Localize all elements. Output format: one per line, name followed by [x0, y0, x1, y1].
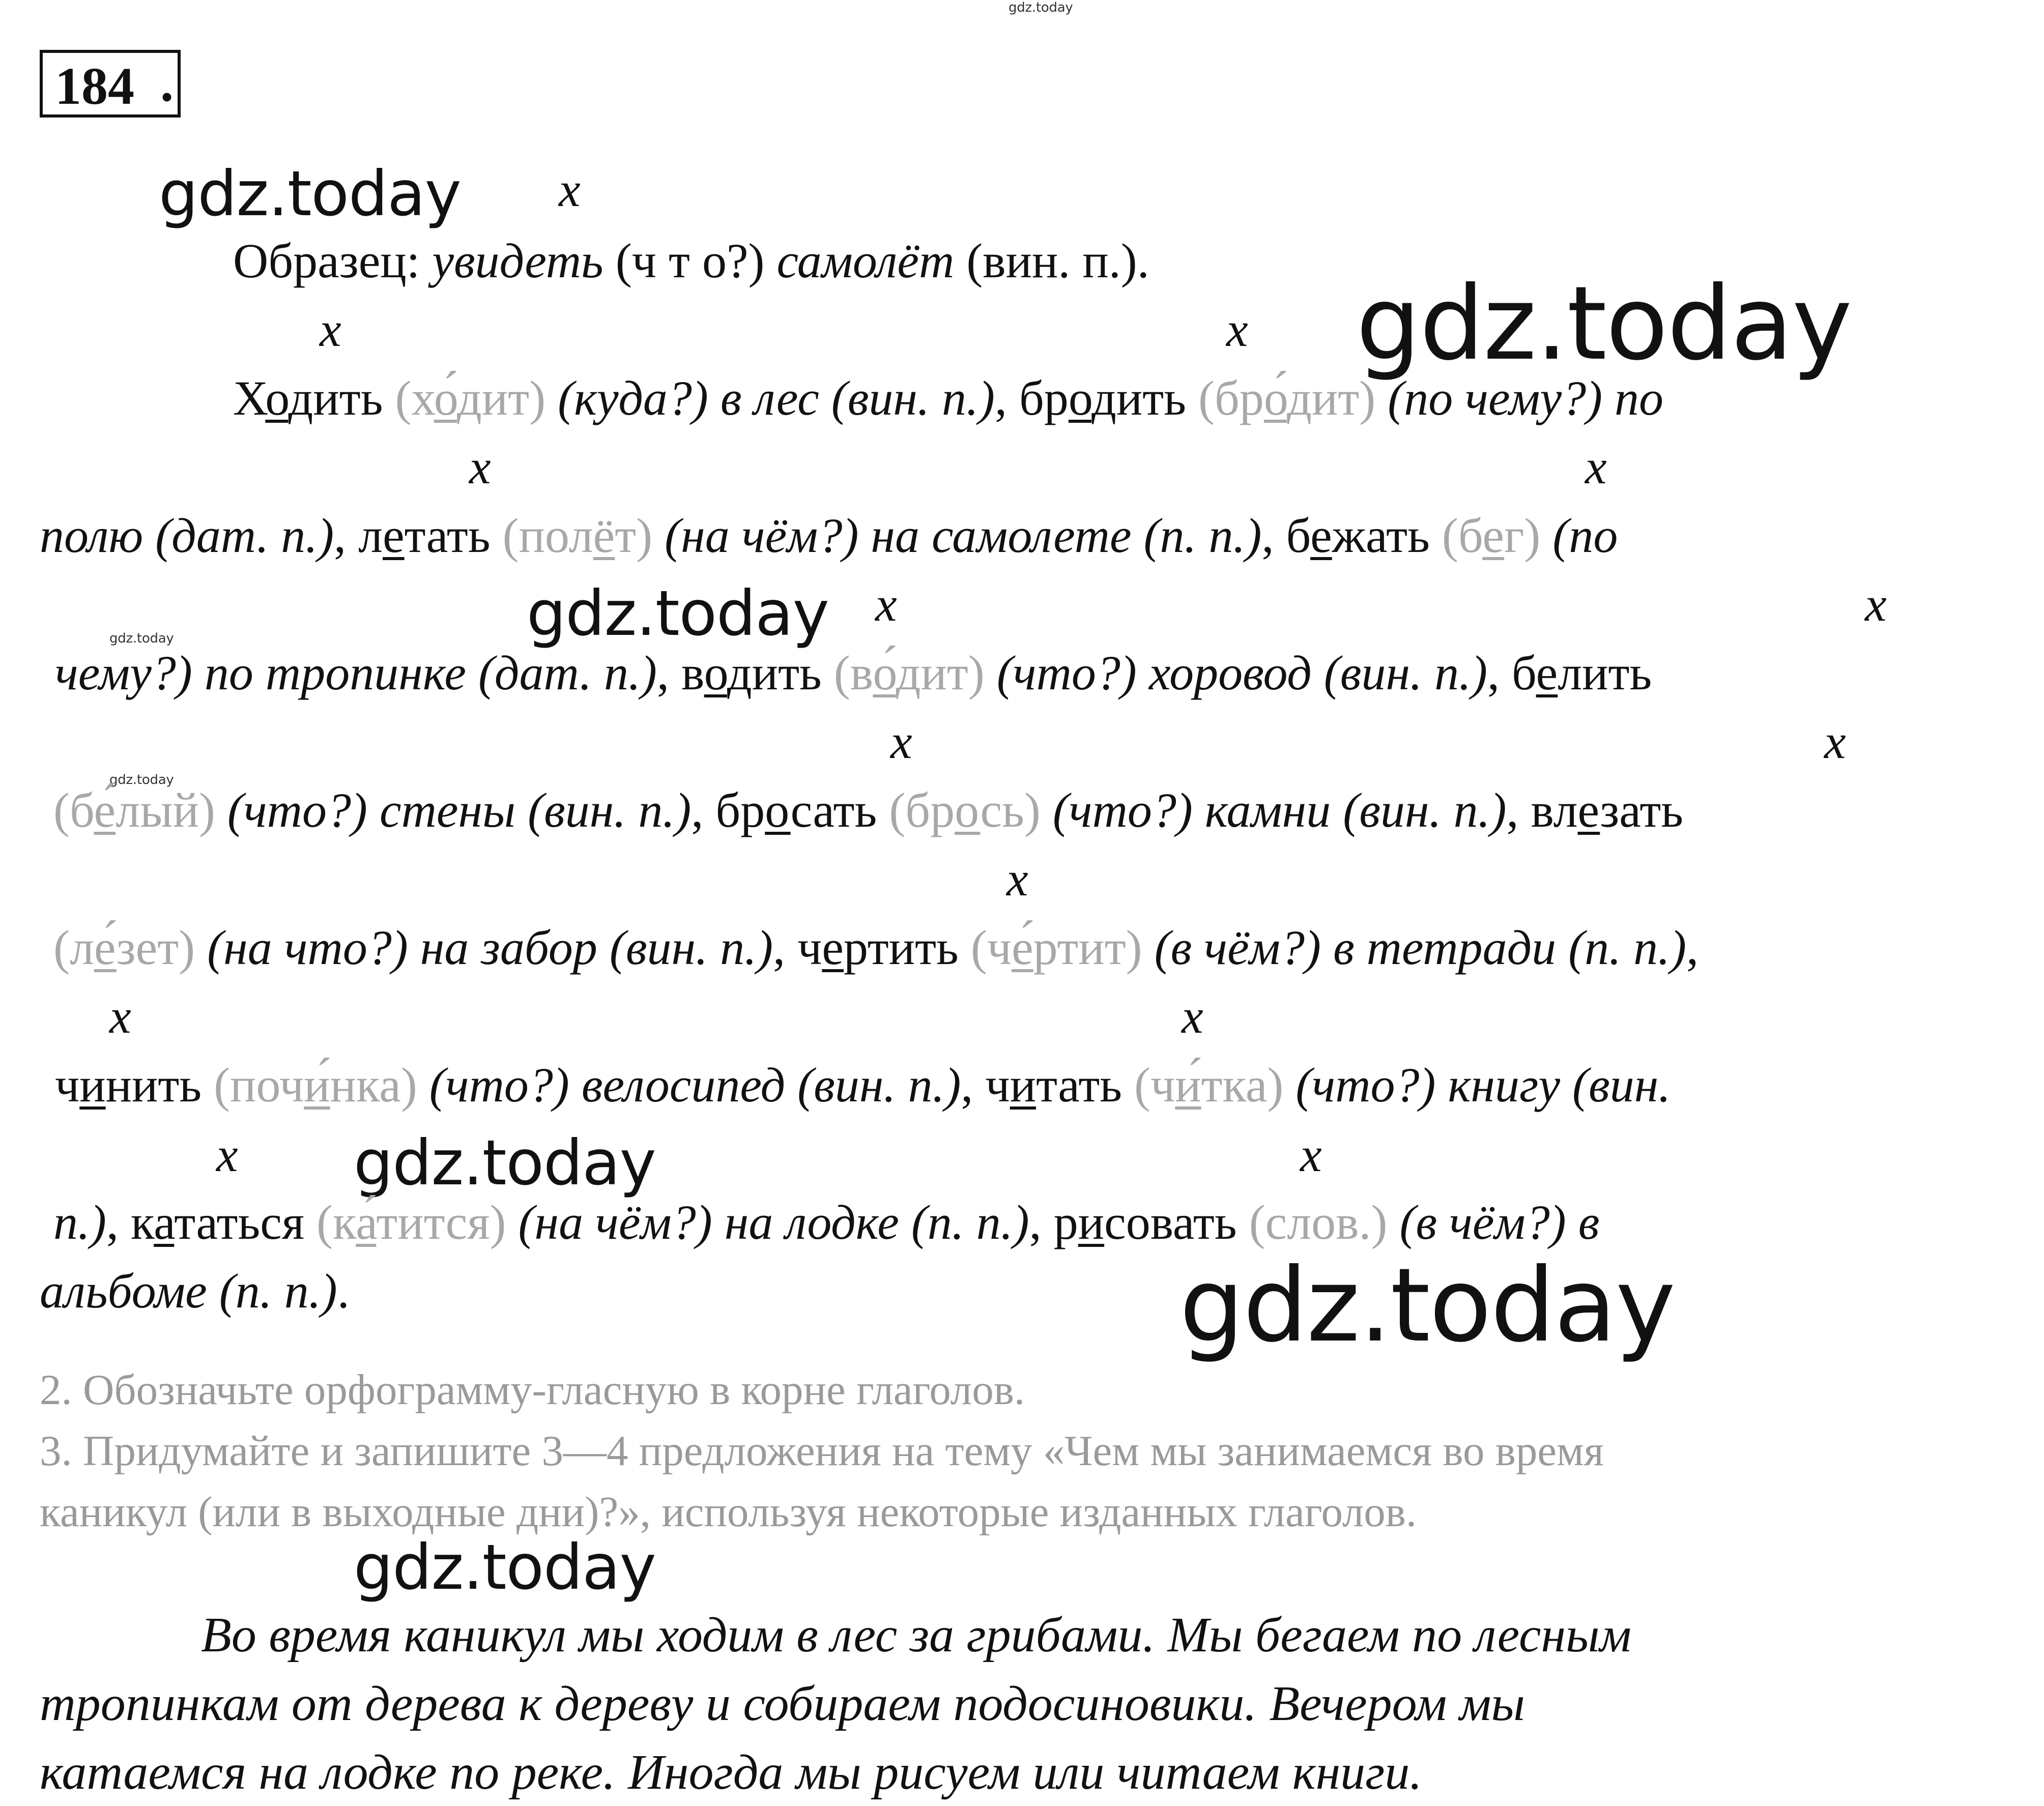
punctuation: ,	[656, 646, 669, 700]
object-mark: x	[559, 162, 581, 217]
verb: чертить	[797, 920, 959, 975]
answer-line	[40, 508, 1618, 563]
verb: бросать	[715, 783, 877, 837]
watermark-top: gdz.today	[1009, 0, 1073, 15]
exercise-number-dot: .	[160, 54, 174, 112]
phrase: (куда?) в лес (вин. п.)	[558, 371, 995, 425]
answer-line	[233, 371, 1664, 425]
verb: бродить	[1019, 371, 1187, 425]
task-line: 3. Придумайте и запишите 3—4 предложения на тему «Чем мы занимаемся во время	[40, 1427, 1604, 1475]
punctuation: .	[337, 1264, 350, 1318]
watermark-small: gdz.today	[109, 631, 174, 646]
sample-line	[233, 234, 1149, 288]
watermark: gdz.today	[159, 158, 461, 230]
verb: бежать	[1286, 508, 1430, 563]
task-line: 2. Обозначьте орфограмму-гласную в корне глаголов.	[40, 1366, 1025, 1414]
punctuation: ,	[995, 371, 1007, 425]
verb: кататься	[130, 1195, 305, 1249]
punctuation: ,	[1261, 508, 1274, 563]
phrase: (что?) камни (вин. п.)	[1052, 783, 1507, 837]
sample-verb: увидеть	[432, 234, 603, 288]
essay-line: тропинкам от дерева к дереву и собираем подосиновики. Вечером мы	[40, 1676, 1525, 1731]
phrase: (по	[1552, 508, 1618, 563]
phrase: (на что?) на забор (вин. п.)	[207, 920, 773, 975]
task-line: каникул (или в выходные дни)?», используя некоторые изданных глаголов.	[40, 1488, 1417, 1536]
essay-line: Во время каникул мы ходим в лес за грибами. Мы бегаем по лесным	[201, 1608, 1632, 1663]
punctuation: ,	[691, 783, 704, 837]
sample-question: (ч т о?)	[615, 234, 765, 288]
verb: летать	[358, 508, 491, 563]
answer-line	[53, 920, 1699, 975]
object-mark: x	[1865, 577, 1887, 631]
check-word: (слов.)	[1249, 1195, 1388, 1249]
punctuation: ,	[961, 1058, 973, 1112]
phrase: чему?) по тропинке (дат. п.)	[55, 646, 657, 700]
check-word: (ка́тится)	[316, 1195, 506, 1249]
verb: влезать	[1531, 783, 1684, 837]
sample-case: (вин. п.).	[966, 234, 1149, 288]
object-mark: x	[1824, 714, 1846, 769]
verb: водить	[681, 646, 822, 700]
check-word: (бег)	[1442, 508, 1541, 563]
object-mark: x	[1226, 302, 1248, 357]
phrase: (на чём?) на лодке (п. п.)	[518, 1195, 1029, 1249]
phrase: (в чём?) в тетради (п. п.)	[1154, 920, 1687, 975]
essay-line: катаемся на лодке по реке. Иногда мы рисуем или читаем книги.	[40, 1745, 1422, 1800]
check-word: (ле́зет)	[53, 920, 195, 975]
punctuation: ,	[106, 1195, 119, 1249]
object-mark: x	[469, 440, 491, 494]
object-mark: x	[1006, 852, 1028, 906]
watermark-small: gdz.today	[109, 772, 174, 788]
object-mark: x	[1585, 440, 1607, 494]
check-word: (бро́дит)	[1198, 371, 1376, 425]
sample-noun: самолёт	[776, 234, 955, 288]
phrase: (что?) книгу (вин.	[1296, 1058, 1671, 1112]
punctuation: ,	[1487, 646, 1500, 700]
check-word: (во́дит)	[833, 646, 985, 700]
punctuation: ,	[1506, 783, 1519, 837]
check-word: (хо́дит)	[395, 371, 546, 425]
verb: белить	[1512, 646, 1652, 700]
check-word: (брось)	[889, 783, 1041, 837]
object-mark: x	[875, 577, 897, 631]
answer-line	[55, 1058, 1671, 1112]
object-mark: x	[1300, 1127, 1322, 1182]
check-word: (чи́тка)	[1134, 1058, 1284, 1112]
phrase: (в чём?) в	[1399, 1195, 1600, 1249]
check-word: (полёт)	[502, 508, 653, 563]
verb: читать	[985, 1058, 1122, 1112]
watermark: gdz.today	[354, 1531, 656, 1604]
object-mark: x	[1182, 989, 1203, 1043]
answer-line	[40, 1264, 350, 1318]
answer-line	[55, 646, 1652, 700]
verb: чинить	[55, 1058, 202, 1112]
phrase: полю (дат. п.)	[40, 508, 334, 563]
phrase: (что?) велосипед (вин. п.)	[429, 1058, 961, 1112]
check-word: (почи́нка)	[214, 1058, 417, 1112]
phrase: (по чему?) по	[1388, 371, 1664, 425]
verb: Ходить	[233, 371, 383, 425]
exercise-number-box	[40, 50, 181, 118]
check-word: (бе́лый)	[53, 783, 215, 837]
phrase: п.)	[53, 1195, 106, 1249]
object-mark: x	[890, 714, 912, 769]
watermark-large: gdz.today	[1179, 1246, 1675, 1365]
phrase: (на чём?) на самолете (п. п.)	[665, 508, 1262, 563]
answer-line	[53, 783, 1684, 837]
punctuation: ,	[773, 920, 786, 975]
exercise-number: 184	[55, 57, 134, 115]
phrase: (что?) хоровод (вин. п.)	[996, 646, 1488, 700]
phrase: (что?) стены (вин. п.)	[227, 783, 692, 837]
watermark-large: gdz.today	[1356, 265, 1852, 383]
punctuation: ,	[334, 508, 347, 563]
object-mark: x	[320, 302, 341, 357]
object-mark: x	[216, 1127, 238, 1182]
sample-label: Образец:	[233, 234, 420, 288]
phrase: альбоме (п. п.)	[40, 1264, 337, 1318]
watermark: gdz.today	[527, 577, 829, 650]
object-mark: x	[109, 989, 131, 1043]
watermark: gdz.today	[354, 1127, 656, 1199]
check-word: (че́ртит)	[970, 920, 1142, 975]
punctuation: ,	[1029, 1195, 1042, 1249]
verb: рисовать	[1053, 1195, 1237, 1249]
punctuation: ,	[1686, 920, 1699, 975]
answer-line	[53, 1195, 1600, 1249]
